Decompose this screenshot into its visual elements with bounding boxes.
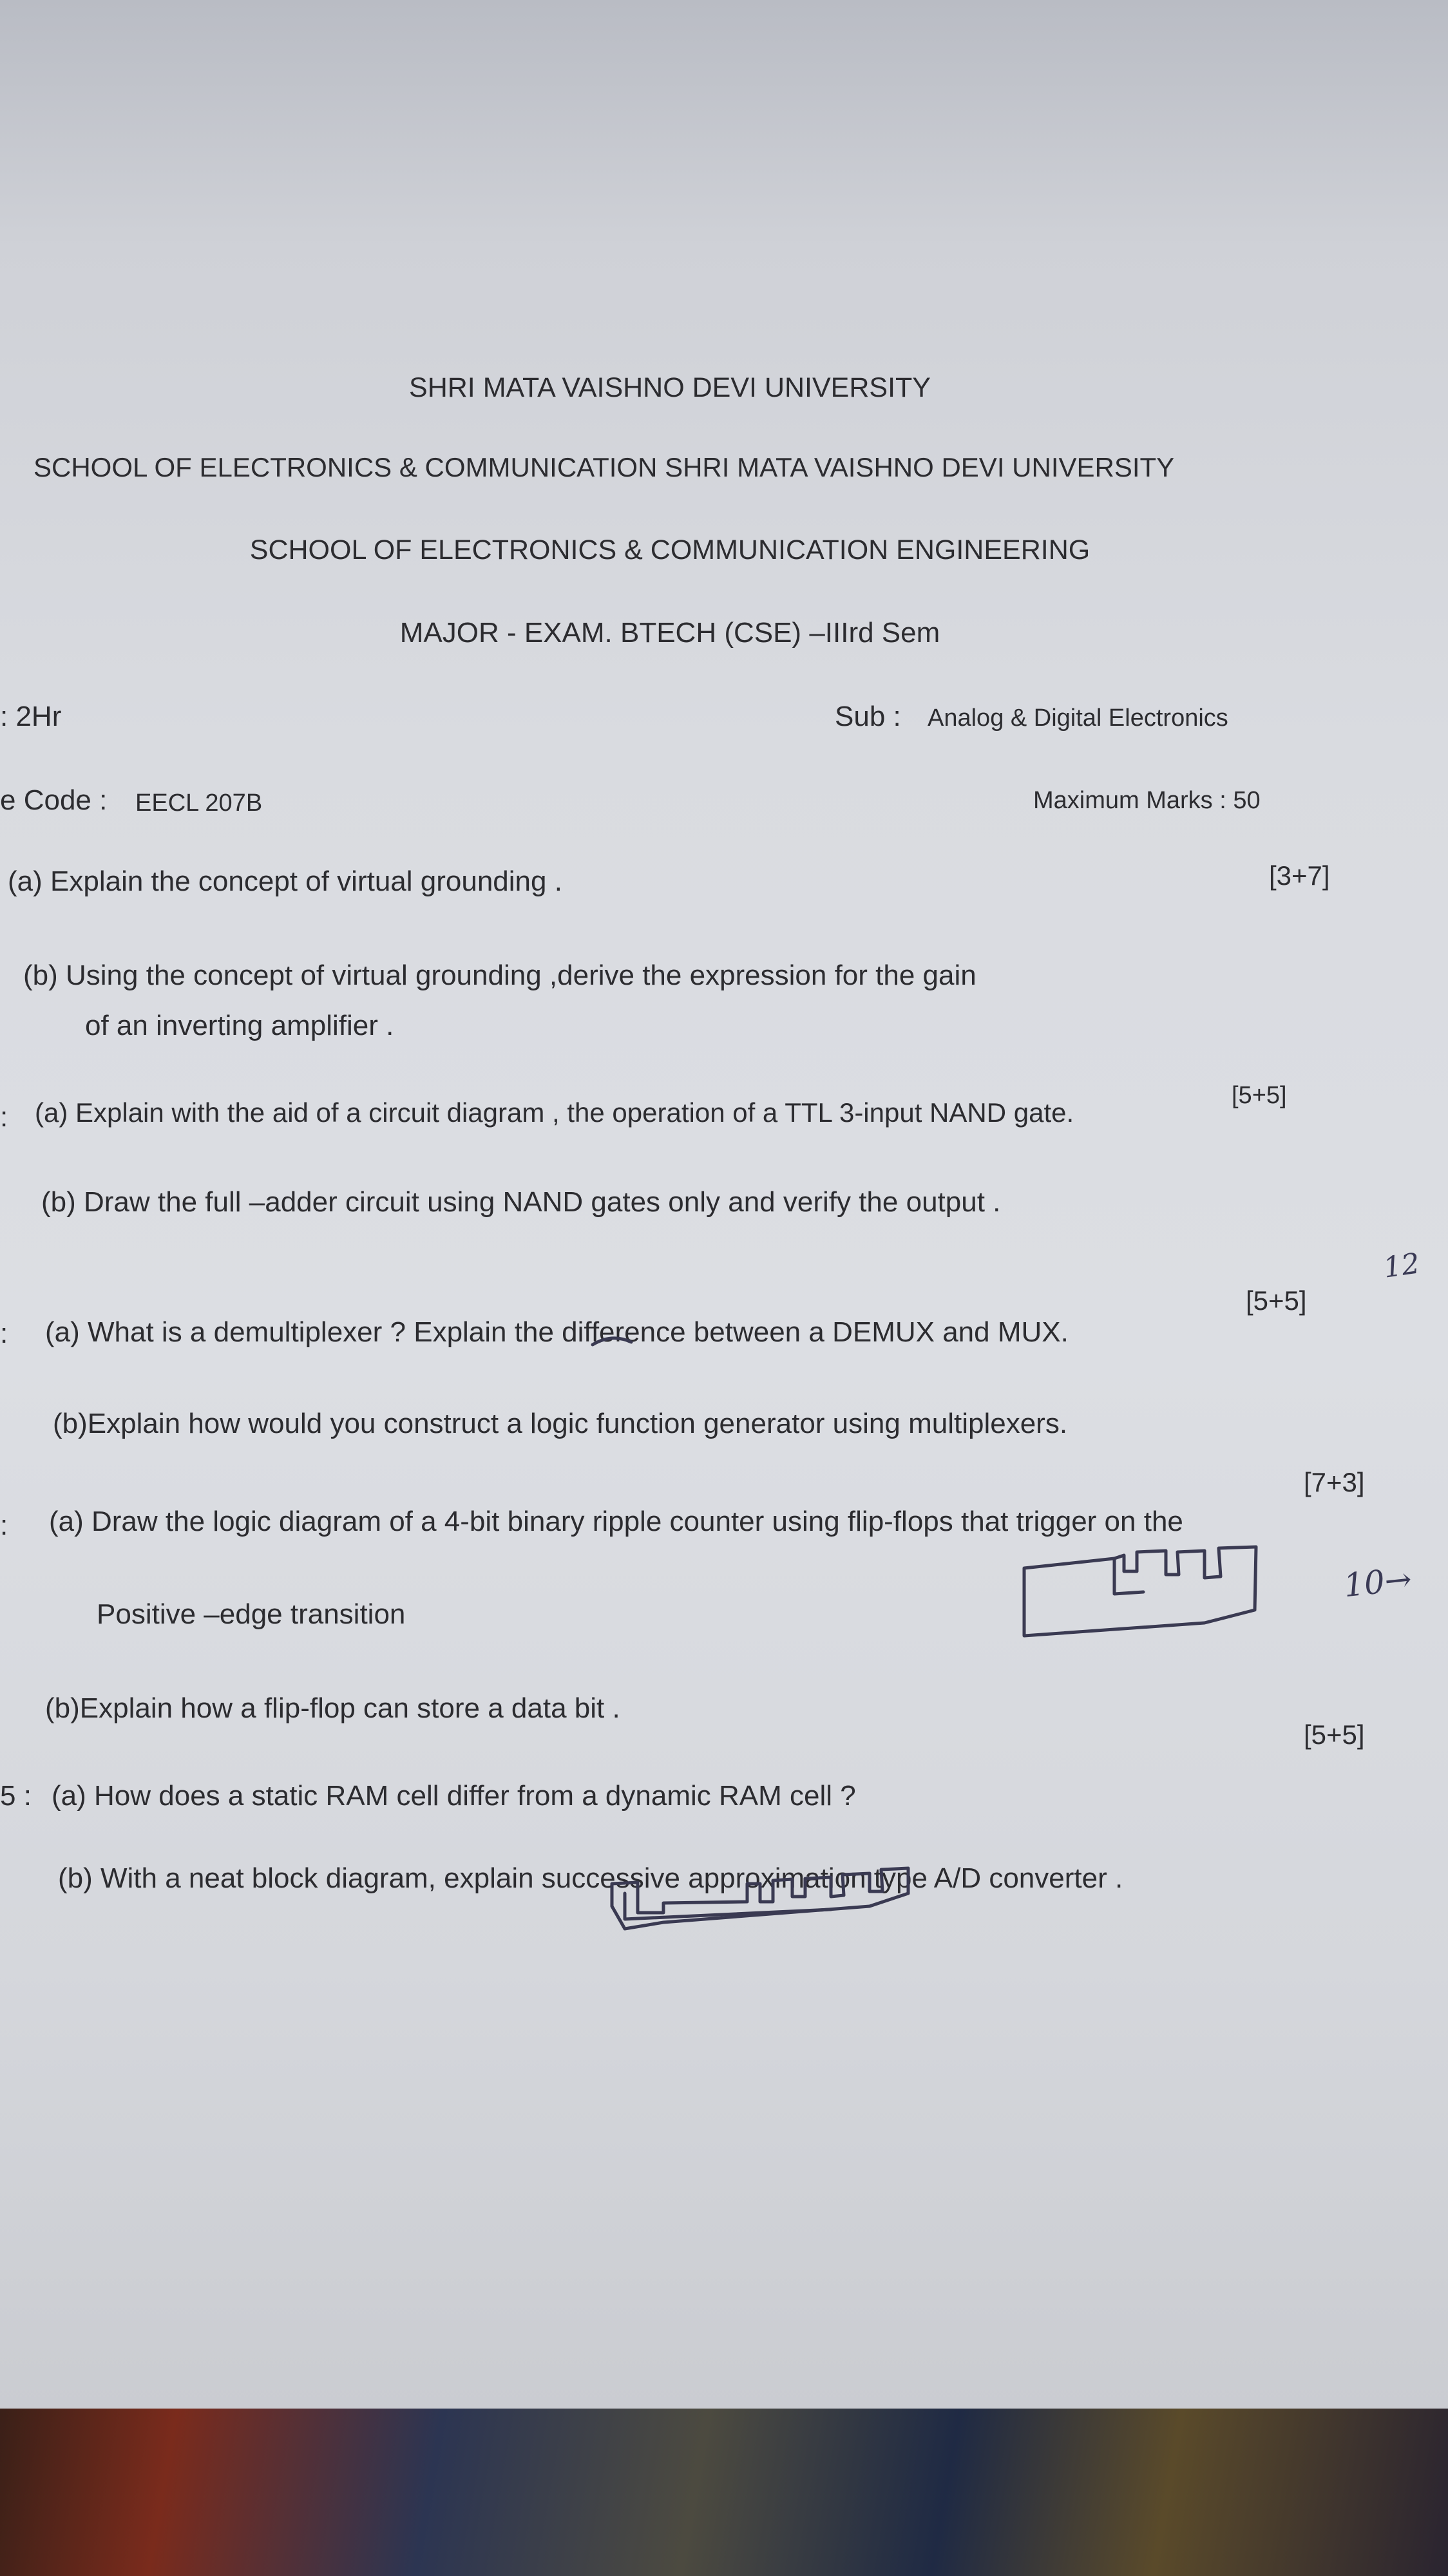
- q1-part-b-line2: of an inverting amplifier .: [85, 1010, 394, 1041]
- q1-marks: [3+7]: [1269, 860, 1330, 891]
- subject-name: Analog & Digital Electronics: [928, 705, 1228, 732]
- q5-prefix: 5 :: [0, 1780, 32, 1812]
- q2-marks: [5+5]: [1232, 1082, 1287, 1109]
- q4-part-a-continued: Positive –edge transition: [97, 1598, 406, 1630]
- university-title: SHRI MATA VAISHNO DEVI UNIVERSITY: [409, 372, 931, 403]
- q5-part-a: (a) How does a static RAM cell differ from a dynamic RAM cell ?: [52, 1780, 856, 1812]
- q2-part-b: (b) Draw the full –adder circuit using NAND gates only and verify the output .: [41, 1186, 1001, 1218]
- q4-part-b: (b)Explain how a flip-flop can store a data bit .: [45, 1692, 620, 1724]
- q3-prefix: :: [0, 1318, 8, 1349]
- q1-part-a: (a) Explain the concept of virtual grounding .: [8, 866, 562, 897]
- q3-part-b: (b)Explain how would you construct a logic function generator using multiplexers.: [53, 1408, 1068, 1439]
- q4-prefix: :: [0, 1510, 8, 1541]
- q5-marks: [5+5]: [1304, 1719, 1365, 1750]
- pulse-waveform-doodle: [1011, 1539, 1275, 1649]
- subject-label: Sub :: [835, 701, 901, 732]
- q4-part-a: (a) Draw the logic diagram of a 4-bit binary ripple counter using flip-flops that trigger on the: [49, 1506, 1183, 1537]
- waveform-sketch: [599, 1858, 921, 1955]
- handwritten-note-arrow: 10→: [1342, 1560, 1414, 1605]
- time-duration: : 2Hr: [0, 701, 62, 732]
- q5-part-b: (b) With a neat block diagram, explain successive approximation type A/D converter .: [58, 1862, 1123, 1894]
- q1-part-b-line1: (b) Using the concept of virtual grounding ,derive the expression for the gain: [23, 960, 976, 991]
- school-line-1: SCHOOL OF ELECTRONICS & COMMUNICATION SHRI MATA VAISHNO DEVI UNIVERSITY: [33, 452, 1175, 482]
- handwritten-underline-mark: [580, 1333, 644, 1352]
- q3-part-a: (a) What is a demultiplexer ? Explain the difference between a DEMUX and MUX.: [45, 1316, 1069, 1348]
- school-line-2: SCHOOL OF ELECTRONICS & COMMUNICATION ENGINEERING: [249, 535, 1091, 565]
- maximum-marks: Maximum Marks : 50: [1033, 787, 1261, 814]
- q2-prefix: :: [0, 1101, 8, 1133]
- handwritten-note-12: 12: [1381, 1247, 1422, 1285]
- q2-part-a: (a) Explain with the aid of a circuit diagram , the operation of a TTL 3-input NAND gate.: [35, 1097, 1074, 1128]
- background-cloth: [0, 2409, 1448, 2576]
- q4-marks: [7+3]: [1304, 1467, 1365, 1497]
- course-code: EECL 207B: [135, 790, 263, 817]
- exam-title: MAJOR - EXAM. BTECH (CSE) –IIIrd Sem: [399, 617, 940, 649]
- course-code-label: e Code :: [0, 784, 108, 816]
- q3-marks: [5+5]: [1246, 1285, 1307, 1316]
